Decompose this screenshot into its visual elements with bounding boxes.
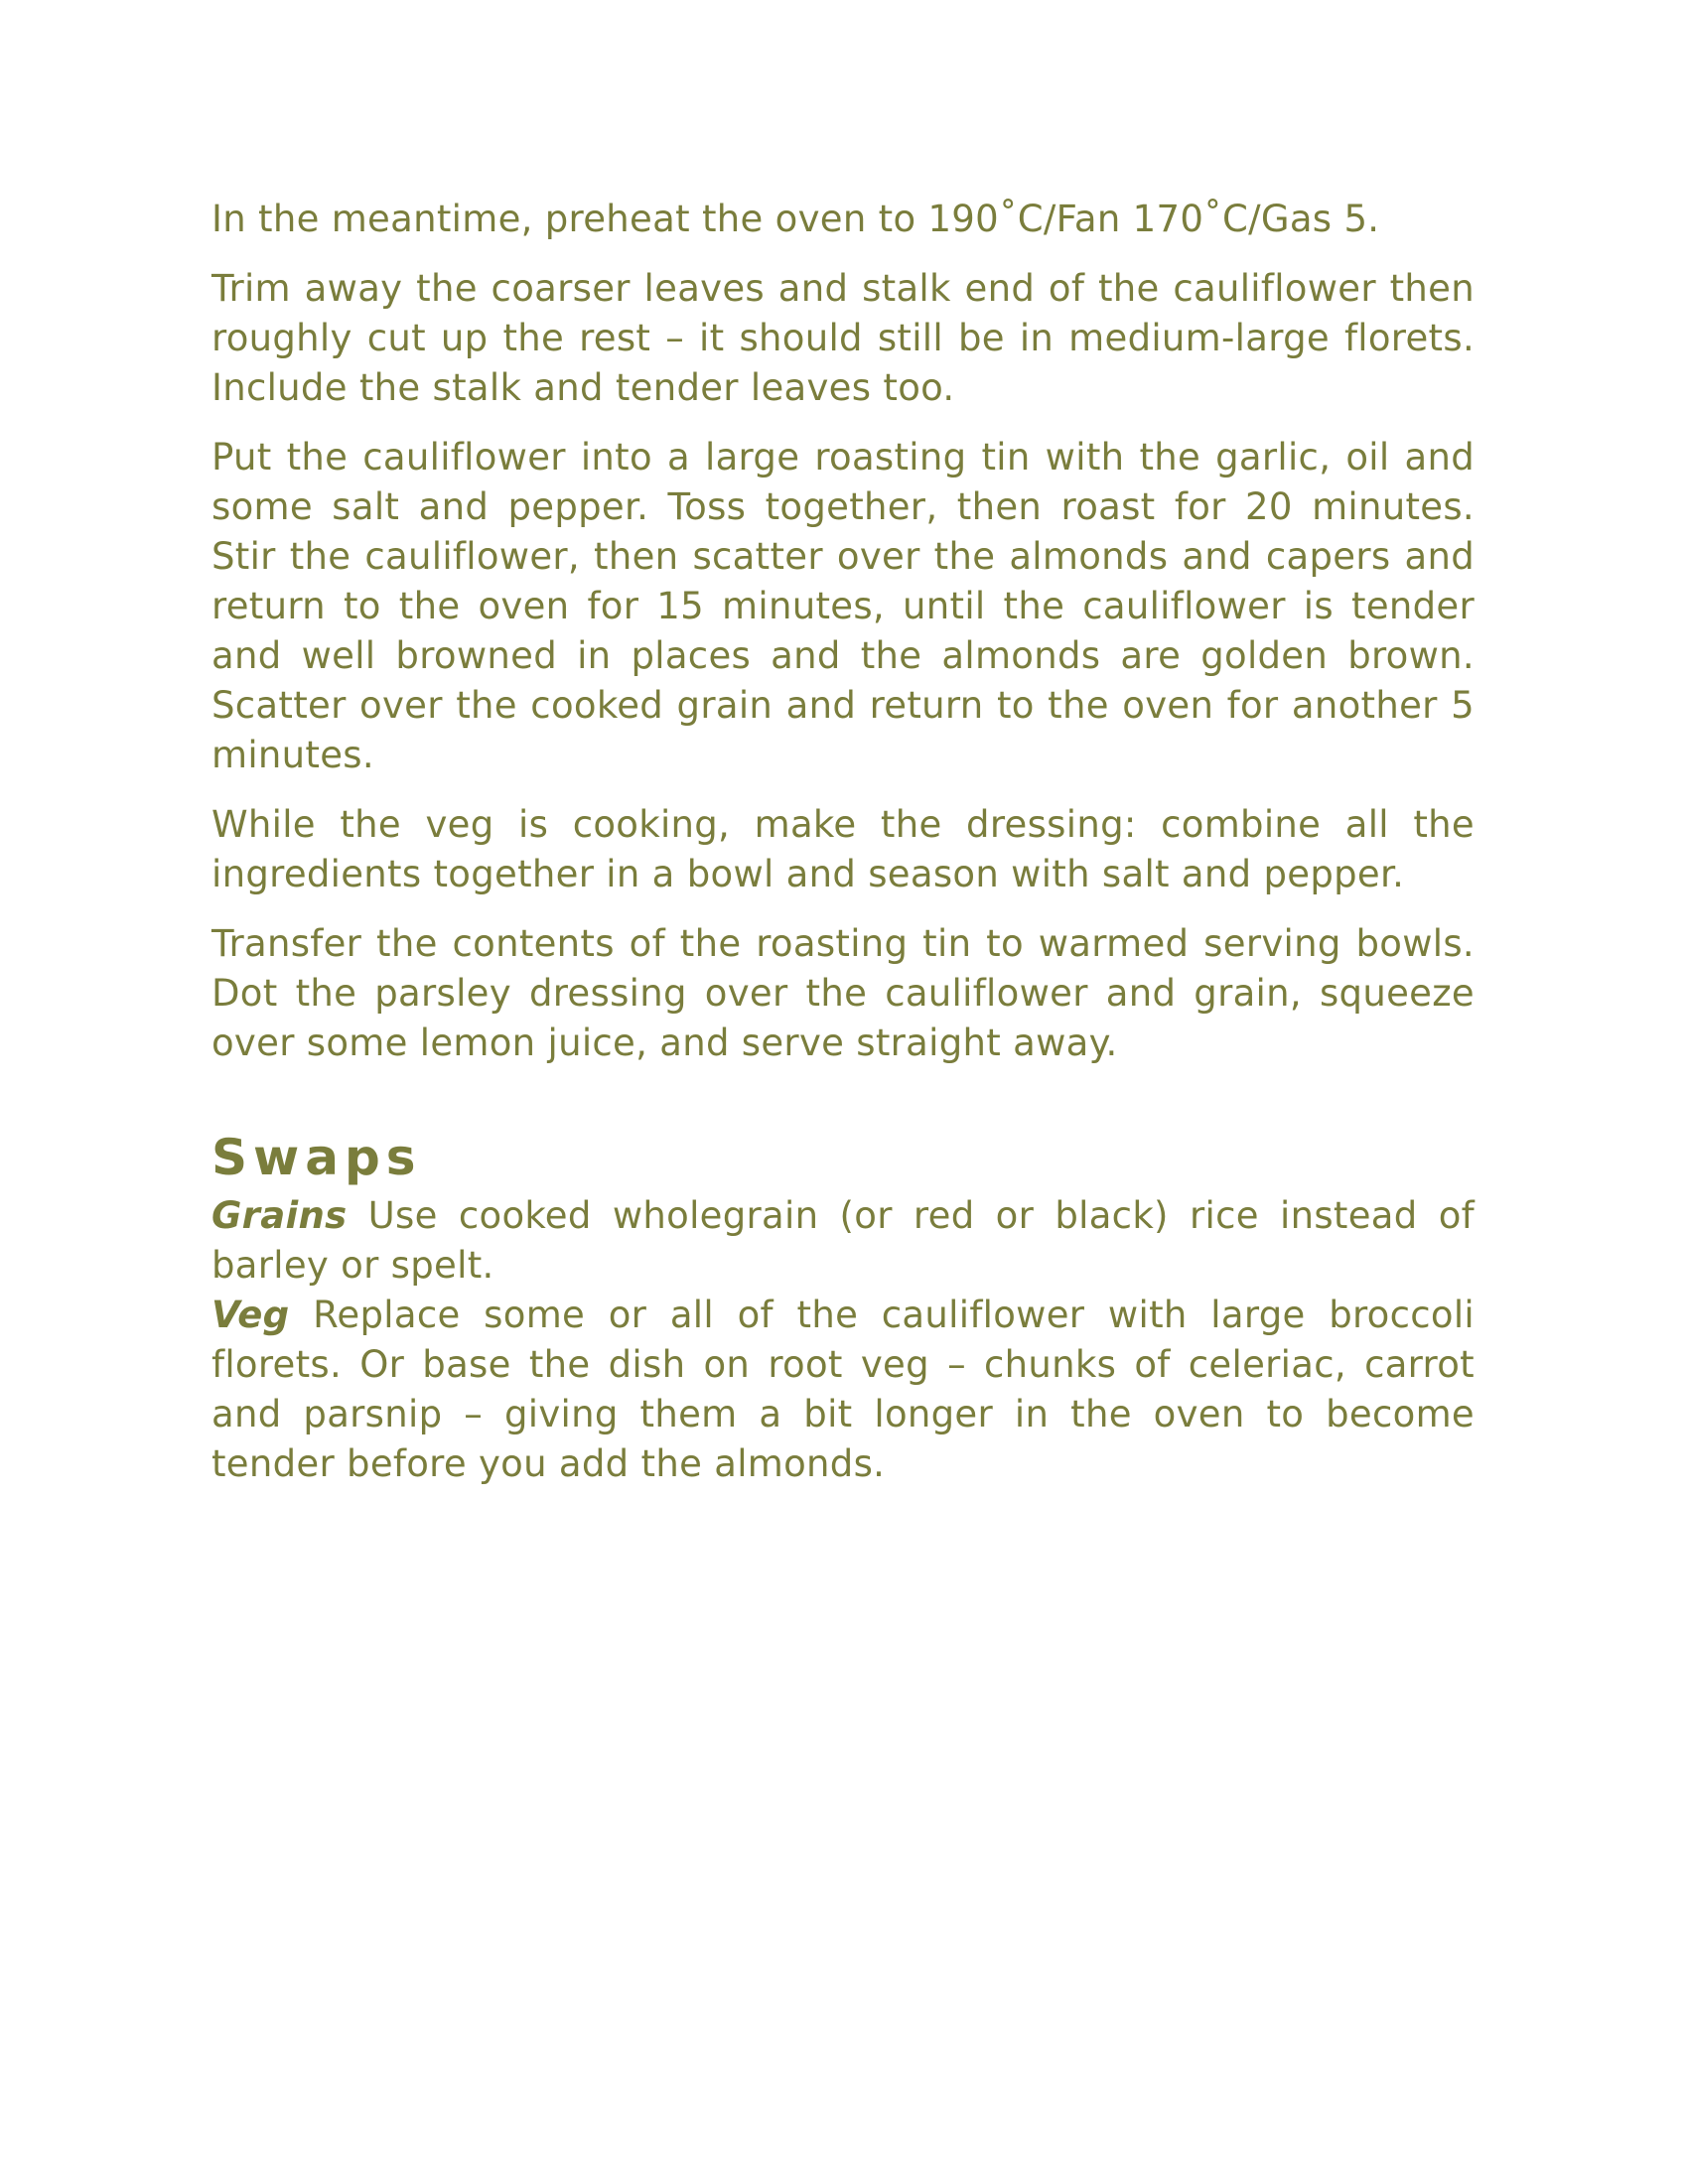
swap-label-grains: Grains bbox=[211, 1194, 348, 1237]
method-step-dressing: While the veg is cooking, make the dressing: combine all the ingredients together in a bowl and season with salt and pepper. bbox=[211, 803, 1475, 895]
method-step-roast: Put the cauliflower into a large roasting tin with the garlic, oil and some salt and pepper. Toss together, then roast for 20 minutes. Stir the cauliflower, then scatter over the almonds and capers and return to the oven for 15 minutes, until the cauliflower is tender and well browned in places and the almonds are golden brown. Scatter over the cooked grain and return to the oven for another 5 minutes. bbox=[211, 436, 1475, 776]
swap-label-veg: Veg bbox=[211, 1294, 290, 1336]
swaps-section bbox=[211, 1128, 1475, 1489]
swap-item-grains bbox=[211, 1191, 1475, 1291]
recipe-page bbox=[211, 195, 1475, 1489]
swap-text-veg: Replace some or all of the cauliflower with large broccoli florets. Or base the dish on root veg – chunks of celeriac, carrot and parsnip – giving them a bit longer in the oven to become tender before you add the almonds. bbox=[211, 1294, 1475, 1485]
method-section bbox=[211, 195, 1475, 1068]
swap-text-grains: Use cooked wholegrain (or red or black) rice instead of barley or spelt. bbox=[211, 1194, 1475, 1287]
swaps-heading: Swaps bbox=[211, 1129, 422, 1186]
method-step-trim: Trim away the coarser leaves and stalk end of the cauliflower then roughly cut up the rest – it should still be in medium-large florets. Include the stalk and tender leaves too. bbox=[211, 267, 1475, 409]
swap-item-veg bbox=[211, 1291, 1475, 1489]
method-step-preheat: In the meantime, preheat the oven to 190˚C/Fan 170˚C/Gas 5. bbox=[211, 198, 1380, 240]
method-step-serve: Transfer the contents of the roasting tin to warmed serving bowls. Dot the parsley dressing over the cauliflower and grain, squeeze over some lemon juice, and serve straight away. bbox=[211, 922, 1475, 1064]
